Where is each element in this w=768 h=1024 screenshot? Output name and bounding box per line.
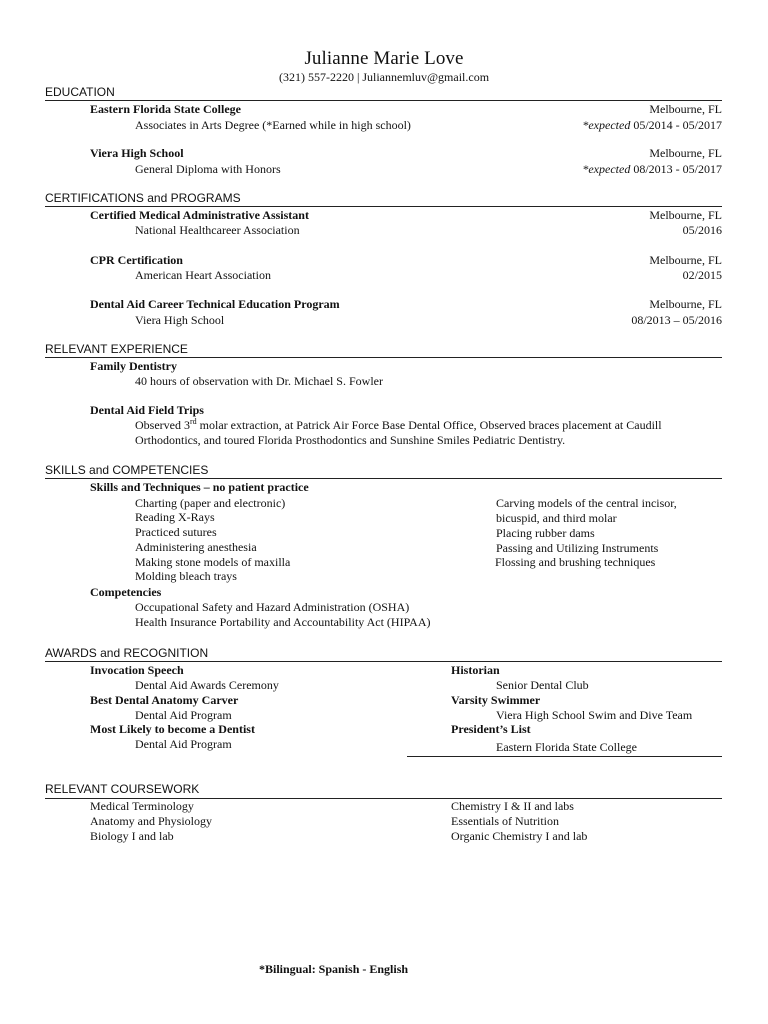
school-location: Melbourne, FL (649, 146, 722, 160)
awards-bottom-rule (407, 756, 722, 757)
certification-entry (90, 208, 722, 223)
certification-date: 08/2013 – 05/2016 (631, 313, 722, 327)
certification-org: Viera High School (135, 313, 225, 327)
skill-item: Making stone models of maxilla (135, 555, 291, 569)
award-name: President’s List (451, 722, 531, 736)
education-entry (90, 146, 722, 161)
skill-item: Flossing and brushing techniques (495, 555, 656, 569)
education-detail (135, 162, 722, 177)
competency-item: Occupational Safety and Hazard Administration (OSHA) (135, 600, 410, 614)
skill-item: Placing rubber dams (496, 526, 595, 540)
certification-org: American Heart Association (135, 268, 271, 282)
dates: 08/2013 - 05/2017 (633, 162, 722, 176)
education-entry (90, 102, 722, 117)
ordinal-suffix: rd (189, 417, 197, 426)
skill-item: Practiced sutures (135, 525, 217, 539)
school-name: Viera High School (90, 146, 184, 160)
experience-name: Dental Aid Field Trips (90, 403, 204, 417)
award-detail: Viera High School Swim and Dive Team (496, 708, 693, 722)
skill-item: Molding bleach trays (135, 569, 237, 583)
award-name: Invocation Speech (90, 663, 184, 677)
certification-location: Melbourne, FL (649, 208, 722, 222)
bilingual-note: *Bilingual: Spanish - English (259, 962, 409, 976)
course-item: Essentials of Nutrition (451, 814, 559, 828)
skills-rule (45, 478, 722, 479)
certification-org: National Healthcareer Association (135, 223, 300, 237)
detail-text: Observed 3 (135, 418, 190, 432)
skills-heading: SKILLS and COMPETENCIES (45, 463, 209, 477)
date-range (582, 118, 722, 133)
skill-item: Administering anesthesia (135, 540, 257, 554)
certification-name: Certified Medical Administrative Assistant (90, 208, 309, 222)
experience-rule (45, 357, 722, 358)
course-item: Anatomy and Physiology (90, 814, 212, 828)
detail-text: molar extraction, at Patrick Air Force Base Dental Office, Observed braces placement at Caudill Orthodontics, and toured Florida Prosthodontics and Sunshine Smiles Pediatric Dentistry. (135, 418, 662, 447)
skill-item: Reading X-Rays (135, 510, 215, 524)
contact-line: (321) 557-2220 | Juliannemluv@gmail.com (278, 70, 490, 84)
certifications-rule (45, 206, 722, 207)
coursework-heading: RELEVANT COURSEWORK (45, 782, 200, 796)
certification-detail (135, 313, 722, 328)
certifications-heading: CERTIFICATIONS and PROGRAMS (45, 191, 241, 205)
education-heading: EDUCATION (45, 85, 115, 99)
certification-location: Melbourne, FL (649, 297, 722, 311)
course-item: Biology I and lab (90, 829, 174, 843)
date-prefix: *expected (582, 118, 631, 132)
school-location: Melbourne, FL (649, 102, 722, 116)
experience-heading: RELEVANT EXPERIENCE (45, 342, 188, 356)
course-item: Chemistry I & II and labs (451, 799, 574, 813)
experience-detail (135, 418, 695, 448)
certification-name: CPR Certification (90, 253, 183, 267)
techniques-title: Skills and Techniques – no patient practice (90, 480, 309, 494)
education-rule (45, 100, 722, 101)
certification-entry (90, 253, 722, 268)
award-detail: Dental Aid Program (135, 708, 232, 722)
competencies-title: Competencies (90, 585, 162, 599)
award-detail: Dental Aid Program (135, 737, 232, 751)
certification-location: Melbourne, FL (649, 253, 722, 267)
candidate-name: Julianne Marie Love (304, 48, 464, 69)
certification-detail (135, 268, 722, 283)
award-detail: Senior Dental Club (496, 678, 589, 692)
course-item: Organic Chemistry I and lab (451, 829, 588, 843)
award-name: Varsity Swimmer (451, 693, 541, 707)
date-range (582, 162, 722, 177)
award-name: Historian (451, 663, 500, 677)
experience-detail: 40 hours of observation with Dr. Michael S. Fowler (135, 374, 383, 388)
skill-item: Carving models of the central incisor, (496, 496, 677, 510)
certification-name: Dental Aid Career Technical Education Program (90, 297, 340, 311)
degree: Associates in Arts Degree (*Earned while in high school) (135, 118, 411, 132)
award-name: Best Dental Anatomy Carver (90, 693, 239, 707)
skill-item: Passing and Utilizing Instruments (496, 541, 659, 555)
certification-date: 05/2016 (682, 223, 722, 237)
competency-item: Health Insurance Portability and Accountability Act (HIPAA) (135, 615, 431, 629)
degree: General Diploma with Honors (135, 162, 281, 176)
dates: 05/2014 - 05/2017 (633, 118, 722, 132)
awards-heading: AWARDS and RECOGNITION (45, 646, 209, 660)
certification-detail (135, 223, 722, 238)
award-detail: Dental Aid Awards Ceremony (135, 678, 279, 692)
school-name: Eastern Florida State College (90, 102, 241, 116)
skill-item: Charting (paper and electronic) (135, 496, 286, 510)
date-prefix: *expected (582, 162, 631, 176)
awards-rule (45, 661, 722, 662)
award-name: Most Likely to become a Dentist (90, 722, 255, 736)
course-item: Medical Terminology (90, 799, 194, 813)
award-detail: Eastern Florida State College (496, 740, 637, 754)
certification-entry (90, 297, 722, 312)
skill-item: bicuspid, and third molar (496, 511, 617, 525)
education-detail (135, 118, 722, 133)
experience-name: Family Dentistry (90, 359, 177, 373)
certification-date: 02/2015 (682, 268, 722, 282)
